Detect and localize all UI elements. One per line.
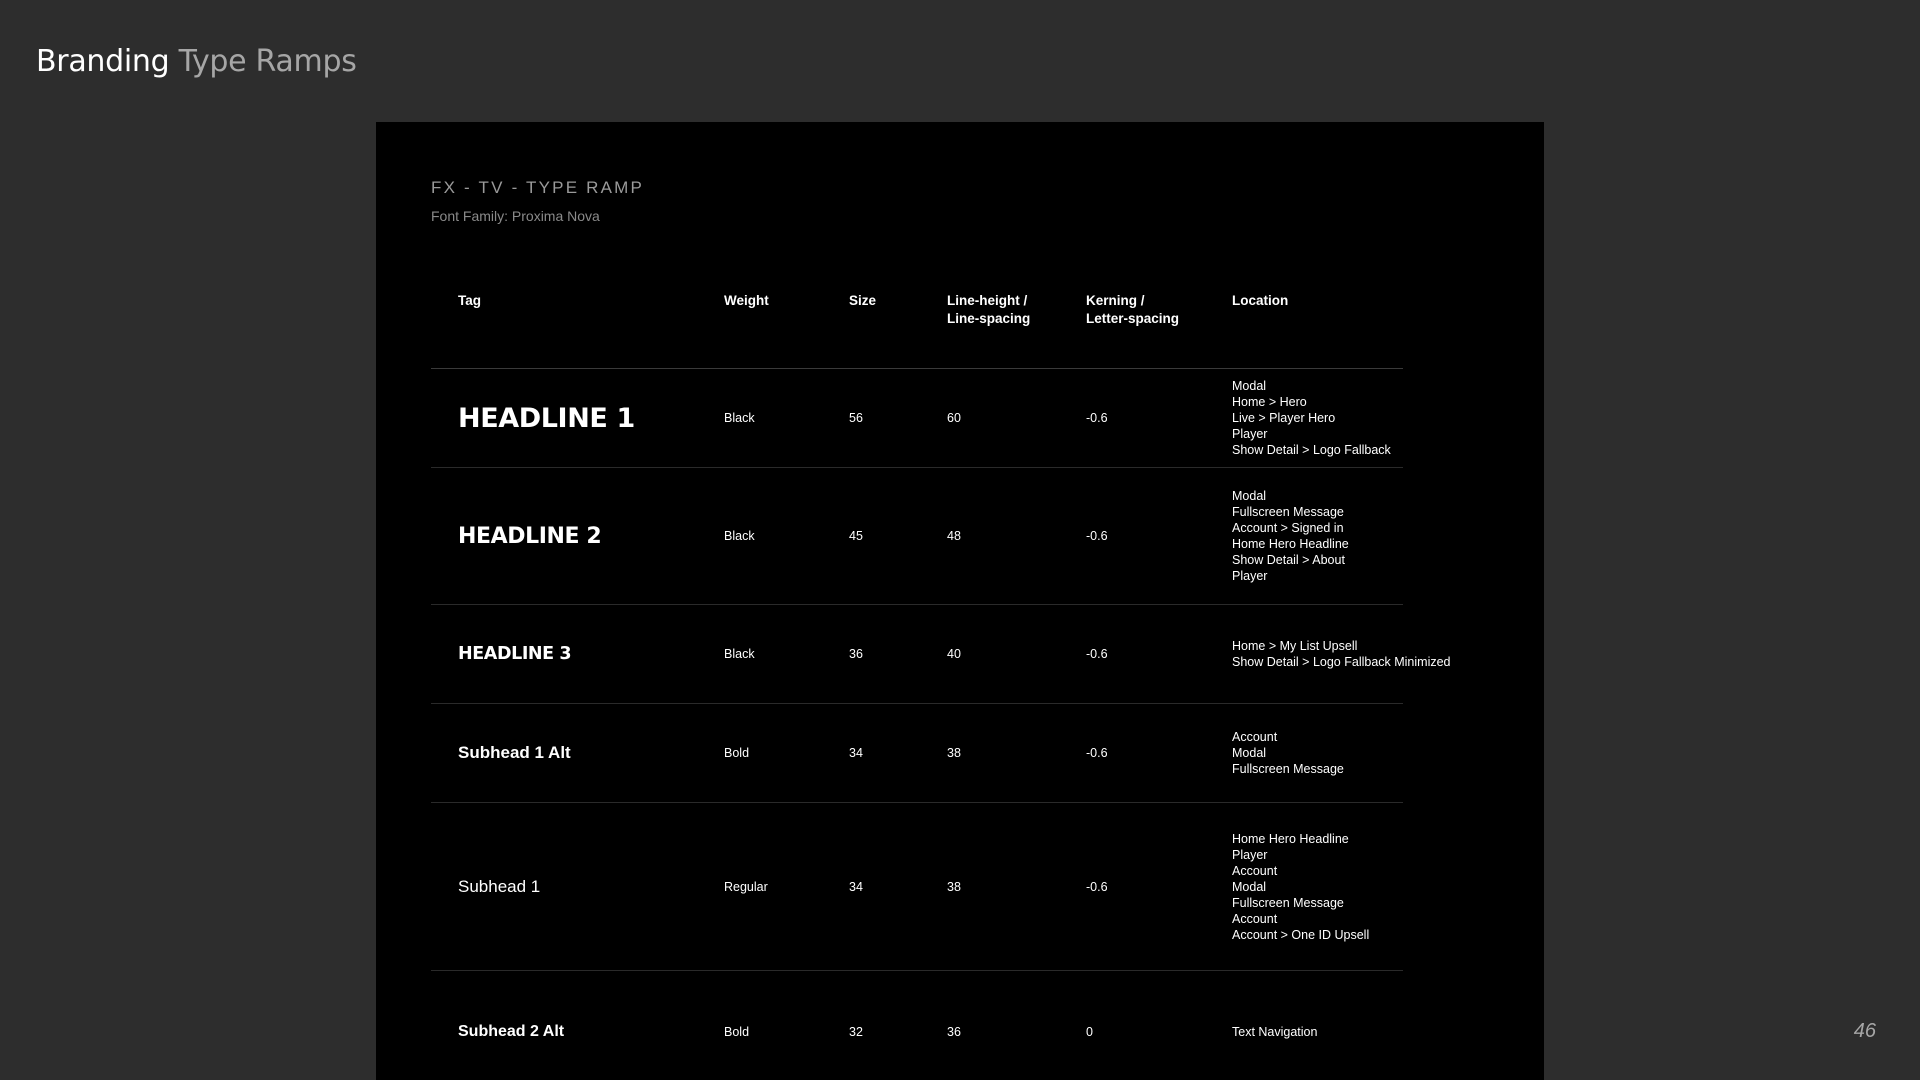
location-list xyxy=(1232,378,1391,458)
location-item: Show Detail > About xyxy=(1232,553,1345,567)
tag-sample: Subhead 1 Alt xyxy=(458,743,571,762)
weight-value: Regular xyxy=(724,879,768,894)
table-header xyxy=(431,292,1403,369)
weight-value-cell xyxy=(724,468,844,604)
location-list xyxy=(1232,1024,1317,1040)
location-item: Modal xyxy=(1232,379,1267,393)
weight-value: Bold xyxy=(724,746,750,760)
line-height-value-cell xyxy=(947,369,1077,467)
table-row xyxy=(431,704,1403,803)
location-item: Modal xyxy=(1232,746,1267,760)
weight-value-cell xyxy=(724,971,844,1080)
location-item: Modal xyxy=(1232,879,1267,894)
line-height-value-cell xyxy=(947,704,1077,802)
line-height-value: 36 xyxy=(947,1025,961,1039)
weight-value: Bold xyxy=(724,1025,750,1039)
line-height-value-cell xyxy=(947,803,1077,970)
size-value-cell xyxy=(849,803,929,970)
tag-sample: HEADLINE 1 xyxy=(458,402,635,434)
location-list xyxy=(1232,488,1349,584)
kerning-value-cell xyxy=(1086,468,1216,604)
size-value-cell xyxy=(849,704,929,802)
location-item: Show Detail > Logo Fallback Minimized xyxy=(1232,655,1451,669)
size-value: 56 xyxy=(849,411,863,425)
table-row xyxy=(431,468,1403,605)
kerning-value-cell xyxy=(1086,605,1216,703)
weight-value-cell xyxy=(724,803,844,970)
table-row xyxy=(431,803,1403,971)
location-item: Home Hero Headline xyxy=(1232,831,1349,846)
kerning-value: -0.6 xyxy=(1086,746,1108,760)
kerning-value-cell xyxy=(1086,803,1216,970)
weight-value: Black xyxy=(724,529,755,543)
tag-sample-cell xyxy=(458,803,718,970)
location-item: Player xyxy=(1232,847,1268,862)
weight-value-cell xyxy=(724,704,844,802)
size-value-cell xyxy=(849,369,929,467)
type-ramp-panel xyxy=(376,122,1544,1080)
location-cell xyxy=(1232,468,1492,604)
location-list xyxy=(1232,638,1451,670)
tag-sample: Subhead 1 xyxy=(458,876,541,896)
kerning-value: -0.6 xyxy=(1086,879,1108,894)
location-item: Player xyxy=(1232,427,1268,441)
line-height-value-cell xyxy=(947,605,1077,703)
tag-sample-cell xyxy=(458,468,718,604)
size-value: 45 xyxy=(849,529,863,543)
line-height-value: 38 xyxy=(947,879,961,894)
size-value-cell xyxy=(849,605,929,703)
location-item: Account > Signed in xyxy=(1232,521,1344,535)
kerning-value: 0 xyxy=(1086,1025,1093,1039)
location-item: Modal xyxy=(1232,489,1267,503)
column-header-size: Size xyxy=(849,293,877,308)
line-height-value: 48 xyxy=(947,529,961,543)
tag-sample: HEADLINE 3 xyxy=(458,644,572,664)
kerning-value: -0.6 xyxy=(1086,529,1108,543)
location-item: Show Detail > Logo Fallback xyxy=(1232,443,1391,457)
tag-sample-cell xyxy=(458,605,718,703)
location-item: Home Hero Headline xyxy=(1232,537,1349,551)
location-list xyxy=(1232,831,1369,943)
column-header-tag: Tag xyxy=(458,293,481,308)
page-title-secondary: Type Ramps xyxy=(178,44,357,79)
tag-sample: HEADLINE 2 xyxy=(458,523,602,549)
location-cell xyxy=(1232,971,1492,1080)
page-title-primary: Branding xyxy=(36,44,170,79)
column-header-weight: Weight xyxy=(724,293,769,308)
column-header-location: Location xyxy=(1232,293,1289,308)
line-height-value: 38 xyxy=(947,746,961,760)
size-value: 36 xyxy=(849,647,863,661)
weight-value-cell xyxy=(724,605,844,703)
location-list xyxy=(1232,729,1344,777)
weight-value-cell xyxy=(724,369,844,467)
kerning-value-cell xyxy=(1086,971,1216,1080)
kerning-value-cell xyxy=(1086,369,1216,467)
location-item: Account xyxy=(1232,911,1278,926)
page-title xyxy=(36,44,357,79)
line-height-value-cell xyxy=(947,468,1077,604)
column-header-line-height: Line-height / Line-spacing xyxy=(947,293,1031,326)
tag-sample: Subhead 2 Alt xyxy=(458,1023,565,1040)
location-cell xyxy=(1232,704,1492,802)
size-value: 34 xyxy=(849,746,863,760)
type-ramp-table xyxy=(431,292,1451,1080)
size-value: 32 xyxy=(849,1025,863,1039)
kerning-value-cell xyxy=(1086,704,1216,802)
tag-sample-cell xyxy=(458,369,718,467)
ramp-subtitle: Font Family: Proxima Nova xyxy=(431,208,600,224)
line-height-value: 40 xyxy=(947,647,961,661)
ramp-title: FX - TV - TYPE RAMP xyxy=(431,178,645,197)
location-item: Text Navigation xyxy=(1232,1025,1318,1039)
location-item: Fullscreen Message xyxy=(1232,895,1344,910)
column-header-kerning: Kerning / Letter-spacing xyxy=(1086,293,1180,326)
table-row xyxy=(431,369,1403,468)
location-item: Fullscreen Message xyxy=(1232,762,1344,776)
size-value-cell xyxy=(849,468,929,604)
location-item: Player xyxy=(1232,569,1268,583)
location-item: Fullscreen Message xyxy=(1232,505,1344,519)
location-item: Home > Hero xyxy=(1232,395,1307,409)
location-item: Account > One ID Upsell xyxy=(1232,927,1370,942)
table-row xyxy=(431,971,1403,1080)
kerning-value: -0.6 xyxy=(1086,647,1108,661)
tag-sample-cell xyxy=(458,704,718,802)
location-cell xyxy=(1232,369,1492,467)
table-row xyxy=(431,605,1451,704)
line-height-value-cell xyxy=(947,971,1077,1080)
location-item: Live > Player Hero xyxy=(1232,411,1336,425)
size-value-cell xyxy=(849,971,929,1080)
tag-sample-cell xyxy=(458,971,718,1080)
table-body xyxy=(431,369,1451,1080)
line-height-value: 60 xyxy=(947,411,961,425)
weight-value: Black xyxy=(724,647,755,661)
location-cell xyxy=(1232,605,1492,703)
weight-value: Black xyxy=(724,411,755,425)
kerning-value: -0.6 xyxy=(1086,411,1108,425)
size-value: 34 xyxy=(849,879,863,894)
location-item: Account xyxy=(1232,730,1278,744)
page-number: 46 xyxy=(1853,1020,1876,1042)
location-item: Account xyxy=(1232,863,1278,878)
location-cell xyxy=(1232,803,1492,970)
location-item: Home > My List Upsell xyxy=(1232,639,1358,653)
